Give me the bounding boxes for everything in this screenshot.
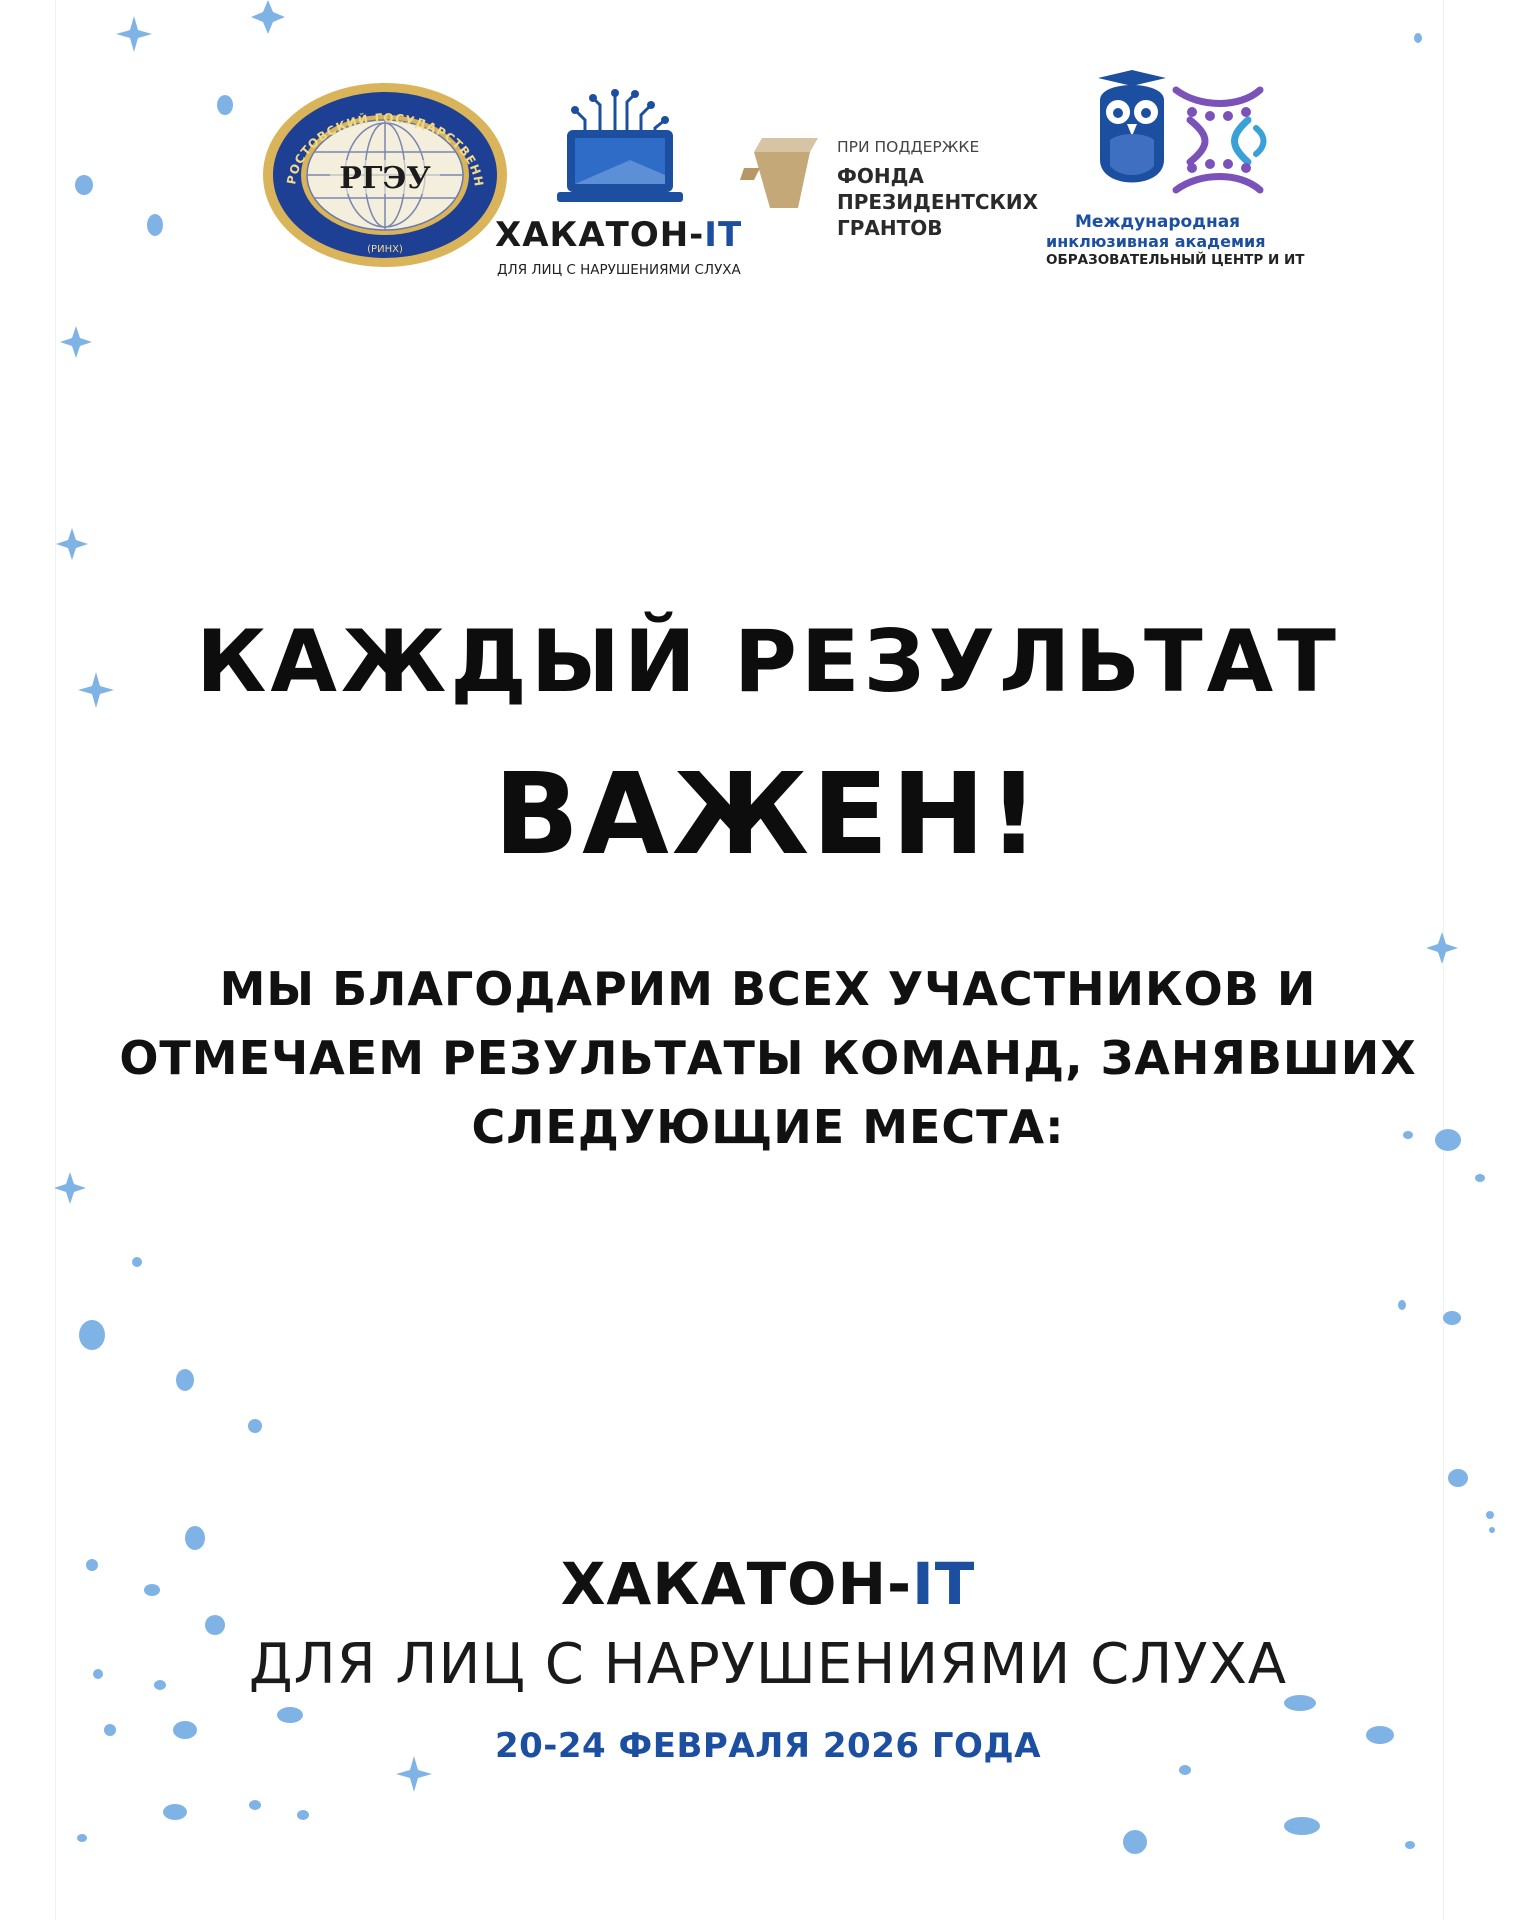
university-logo — [260, 80, 510, 270]
grants-label-grants: ГРАНТОВ — [837, 216, 943, 240]
laptop-circuit-icon — [555, 80, 685, 215]
sparkle-star-icon — [251, 0, 285, 34]
confetti-dot — [132, 1257, 142, 1267]
confetti-dot — [297, 1810, 309, 1820]
hackathon-logo-title: ХАКАТОН-IT — [495, 215, 743, 255]
sparkle-star-icon — [56, 528, 88, 560]
footer-event-dates: 20-24 ФЕВРАЛЯ 2026 ГОДА — [494, 1726, 1042, 1766]
grants-fund-emblem-icon — [740, 130, 825, 215]
academy-label-center: ОБРАЗОВАТЕЛЬНЫЙ ЦЕНТР И ИТ — [1046, 252, 1305, 268]
thanks-message: МЫ БЛАГОДАРИМ ВСЕХ УЧАСТНИКОВ И ОТМЕЧАЕМ РЕЗУЛЬТАТЫ КОМАНД, ЗАНЯВШИХ СЛЕДУЮЩИЕ МЕСТА: — [119, 962, 1417, 1154]
confetti-dot — [75, 175, 93, 195]
grants-label-presidential: ПРЕЗИДЕНТСКИХ — [837, 190, 1039, 214]
confetti-dot — [1475, 1174, 1485, 1182]
confetti-dot — [1448, 1469, 1468, 1487]
svg-text:РГЭУ: РГЭУ — [339, 161, 431, 196]
svg-text:РОСТОВСКИЙ ГОСУДАРСТВЕННЫЙ ЭКО: РОСТОВСКИЙ ГОСУДАРСТВЕНН — [284, 110, 487, 188]
confetti-dot — [1443, 1311, 1461, 1325]
confetti-dot — [176, 1369, 194, 1391]
grants-label-support: ПРИ ПОДДЕРЖКЕ — [837, 138, 980, 156]
headline-line-2: ВАЖЕН! — [493, 750, 1043, 880]
hackathon-logo — [495, 80, 745, 278]
hackathon-logo-subtitle: ДЛЯ ЛИЦ С НАРУШЕНИЯМИ СЛУХА — [497, 262, 741, 278]
headline-line-1: КАЖДЫЙ РЕЗУЛЬТАТ — [196, 612, 1340, 712]
confetti-dot — [1179, 1765, 1191, 1775]
confetti-dot — [1398, 1300, 1406, 1310]
confetti-dot — [163, 1804, 187, 1820]
university-emblem-icon — [260, 80, 510, 270]
sparkle-star-icon — [116, 16, 152, 52]
academy-logo — [1040, 70, 1305, 280]
confetti-dot — [277, 1707, 303, 1723]
confetti-dot — [1284, 1695, 1316, 1711]
svg-text:(РИНХ): (РИНХ) — [367, 244, 403, 255]
partner-logos — [250, 70, 1305, 290]
sparkle-star-icon — [54, 1172, 86, 1204]
academy-label-international: Международная — [1075, 212, 1241, 232]
academy-label-inclusive: инклюзивная академия — [1046, 232, 1266, 251]
confetti-dot — [1405, 1841, 1415, 1849]
confetti-dot — [1123, 1830, 1147, 1854]
footer-event-subtitle: ДЛЯ ЛИЦ С НАРУШЕНИЯМИ СЛУХА — [248, 1632, 1288, 1697]
confetti-dot — [1284, 1817, 1320, 1835]
confetti-dot — [79, 1320, 105, 1350]
confetti-dot — [1414, 33, 1422, 43]
confetti-dot — [77, 1834, 87, 1842]
grants-fund-logo — [740, 130, 1050, 250]
confetti-dot — [1489, 1527, 1495, 1533]
owl-academy-emblem-icon — [1080, 70, 1270, 210]
sparkle-star-icon — [60, 326, 92, 358]
confetti-dot — [217, 95, 233, 115]
footer-event-title: ХАКАТОН-IT — [560, 1550, 976, 1618]
confetti-dot — [1486, 1511, 1494, 1519]
grants-label-fund: ФОНДА — [837, 164, 924, 188]
confetti-dot — [249, 1800, 261, 1810]
confetti-dot — [147, 214, 163, 236]
confetti-dot — [185, 1526, 205, 1550]
confetti-dot — [248, 1419, 262, 1433]
